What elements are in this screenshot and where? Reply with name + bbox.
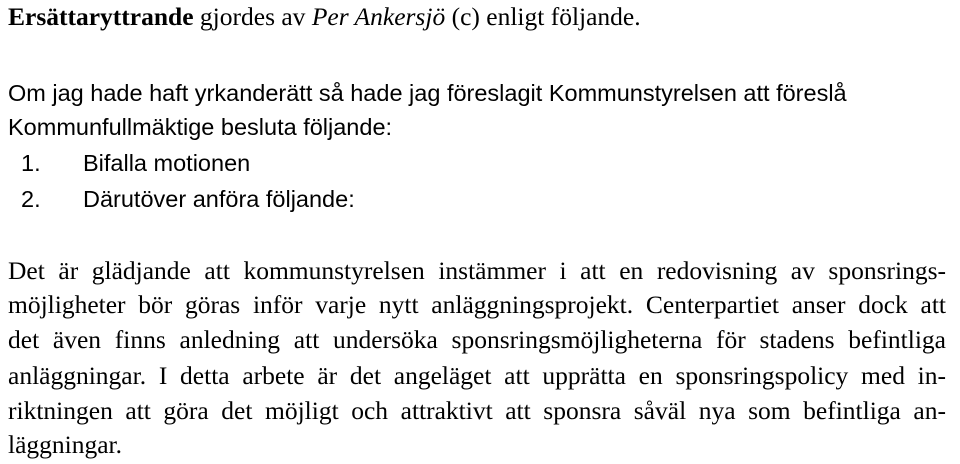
list-item-text: Bifalla motionen bbox=[83, 150, 251, 176]
list-item-number: 1. bbox=[21, 150, 41, 176]
heading-middle: gjordes av bbox=[199, 2, 306, 31]
paragraph-line: möjligheter bör göras inför varje nytt anläggningsprojekt. Centerpartiet anser dock att bbox=[8, 290, 946, 319]
list-item bbox=[21, 184, 355, 214]
paragraph-line: läggningar. bbox=[8, 430, 123, 459]
heading-line bbox=[8, 2, 641, 32]
heading-bold: Ersättaryttrande bbox=[8, 2, 194, 31]
heading-rest: (c) enligt följande. bbox=[451, 2, 641, 31]
paragraph-line: anläggningar. I detta arbete är det angeläget att upprätta en sponsringspolicy med in- bbox=[8, 361, 946, 390]
list-item-number: 2. bbox=[21, 186, 41, 212]
paragraph-line: Det är glädjande att kommunstyrelsen instämmer i att en redovisning av sponsrings- bbox=[8, 256, 946, 285]
proposal-line-1: Om jag hade haft yrkanderätt så hade jag föreslagit Kommunstyrelsen att föreslå bbox=[8, 80, 847, 106]
heading-name: Per Ankersjö bbox=[311, 2, 446, 31]
list-item-text: Därutöver anföra följande: bbox=[83, 186, 355, 212]
list-item bbox=[21, 148, 250, 178]
paragraph-line: riktningen att göra det möjligt och attraktivt att sponsra såväl nya som befintliga an- bbox=[8, 396, 946, 425]
proposal-line-2: Kommunfullmäktige besluta följande: bbox=[8, 114, 393, 140]
paragraph-line: det även finns anledning att undersöka sponsringsmöjligheterna för stadens befintliga bbox=[8, 325, 946, 354]
